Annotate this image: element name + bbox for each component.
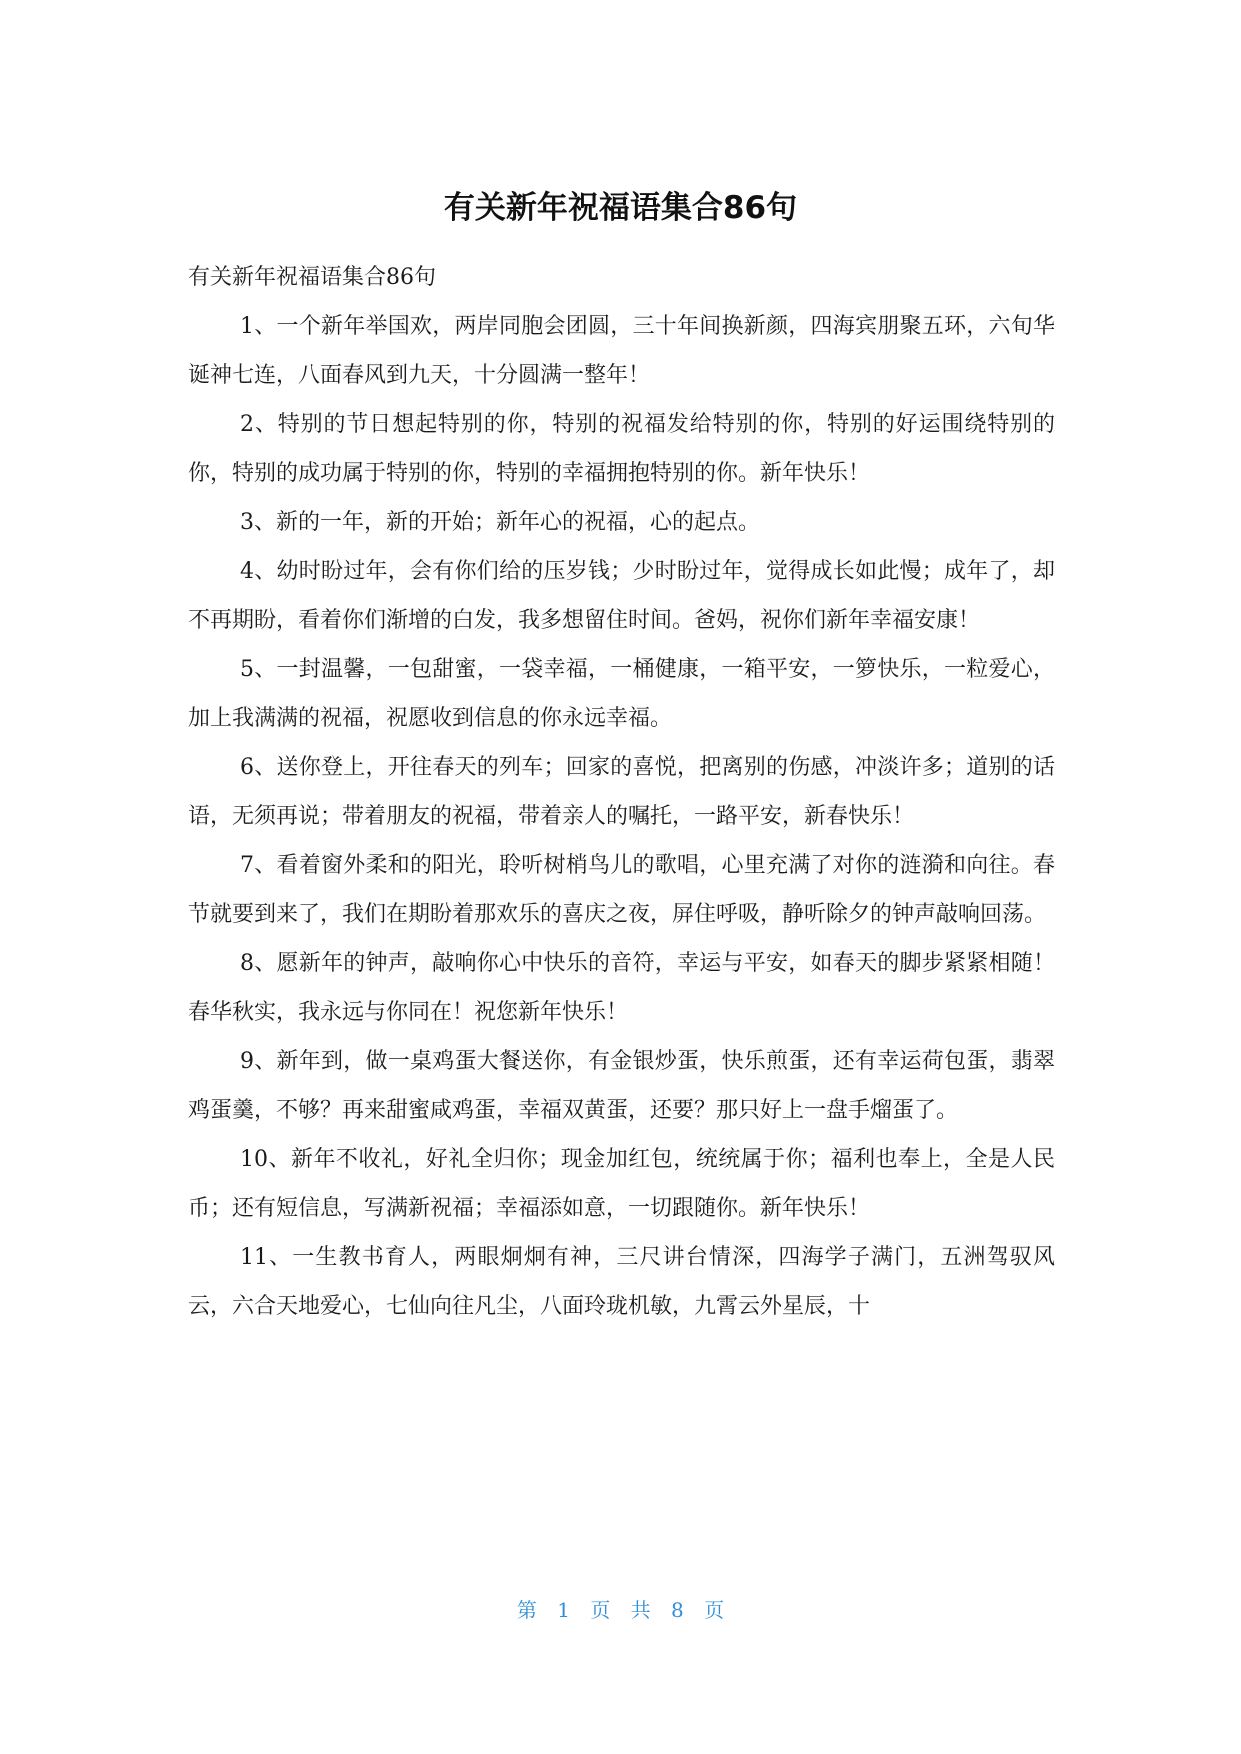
footer-page-of-word: 页 — [590, 1598, 611, 1622]
page-title: 有关新年祝福语集合86句 — [443, 190, 798, 226]
document-subtitle: 有关新年祝福语集合86句 — [188, 265, 436, 290]
footer-page-word: 第 — [516, 1598, 537, 1622]
paragraph-1: 1、一个新年举国欢，两岸同胞会团圆，三十年间换新颜，四海宾朋聚五环，六旬华诞神七连，八面春风到九天，十分圆满一整年！ — [188, 314, 1055, 388]
paragraph-5: 5、一封温馨，一包甜蜜，一袋幸福，一桶健康，一箱平安，一箩快乐，一粒爱心，加上我满满的祝福，祝愿收到信息的你永远幸福。 — [188, 657, 1055, 731]
paragraph-3: 3、新的一年，新的开始；新年心的祝福，心的起点。 — [240, 510, 760, 535]
paragraph-11: 11、一生教书育人，两眼炯炯有神，三尺讲台情深，四海学子满门，五洲驾驭风云，六合天地爱心，七仙向往凡尘，八面玲珑机敏，九霄云外星辰，十 — [188, 1245, 1055, 1319]
page-footer — [0, 1596, 1241, 1624]
document-body — [188, 253, 1055, 1331]
paragraph-9: 9、新年到，做一桌鸡蛋大餐送你，有金银炒蛋，快乐煎蛋，还有幸运荷包蛋，翡翠鸡蛋羹，不够？再来甜蜜咸鸡蛋，幸福双黄蛋，还要？那只好上一盘手熘蛋了。 — [188, 1049, 1055, 1123]
footer-current-page: 1 — [557, 1598, 570, 1622]
footer-total-pages: 8 — [671, 1598, 684, 1622]
footer-page-end-word: 页 — [704, 1598, 725, 1622]
paragraph-6: 6、送你登上，开往春天的列车；回家的喜悦，把离别的伤感，冲淡许多；道别的话语，无须再说；带着朋友的祝福，带着亲人的嘱托，一路平安，新春快乐！ — [188, 755, 1055, 829]
paragraph-7: 7、看着窗外柔和的阳光，聆听树梢鸟儿的歌唱，心里充满了对你的涟漪和向往。春节就要到来了，我们在期盼着那欢乐的喜庆之夜，屏住呼吸，静听除夕的钟声敲响回荡。 — [188, 853, 1055, 927]
paragraph-8: 8、愿新年的钟声，敲响你心中快乐的音符，幸运与平安，如春天的脚步紧紧相随！春华秋实，我永远与你同在！祝您新年快乐！ — [188, 951, 1055, 1025]
paragraph-4: 4、幼时盼过年，会有你们给的压岁钱；少时盼过年，觉得成长如此慢；成年了，却不再期盼，看着你们渐增的白发，我多想留住时间。爸妈，祝你们新年幸福安康！ — [188, 559, 1055, 633]
footer-total-word: 共 — [630, 1598, 651, 1622]
paragraph-2: 2、特别的节日想起特别的你，特别的祝福发给特别的你，特别的好运围绕特别的你，特别的成功属于特别的你，特别的幸福拥抱特别的你。新年快乐！ — [188, 412, 1055, 486]
paragraph-10: 10、新年不收礼，好礼全归你；现金加红包，统统属于你；福利也奉上，全是人民币；还有短信息，写满新祝福；幸福添如意，一切跟随你。新年快乐！ — [188, 1147, 1055, 1221]
